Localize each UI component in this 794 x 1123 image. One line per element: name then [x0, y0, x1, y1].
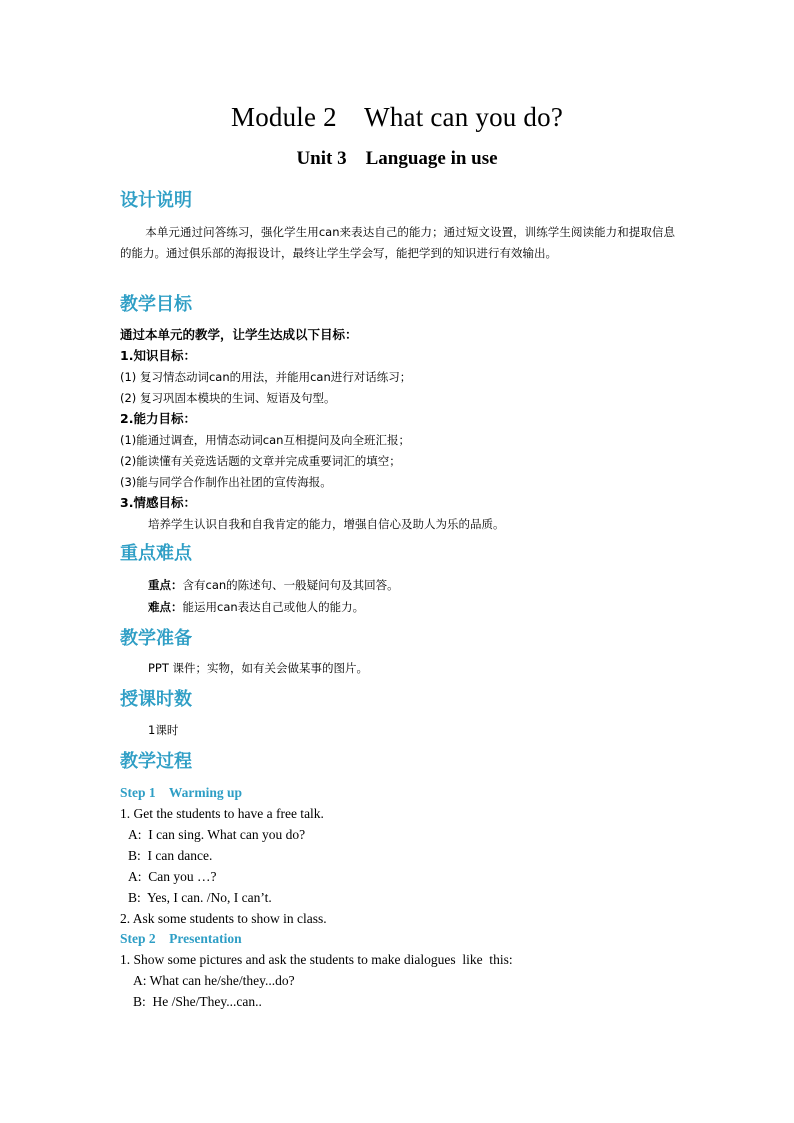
- preparation-text: PPT 课件；实物，如有关会做某事的图片。: [148, 661, 369, 675]
- step1-line: 2. Ask some students to show in class.: [120, 911, 327, 926]
- periods-text: 1课时: [148, 723, 179, 737]
- step1-line: B: I can dance.: [128, 848, 213, 863]
- preparation-heading: 教学准备: [120, 628, 192, 649]
- difficult-point-label: 难点：: [148, 600, 183, 614]
- ability-goal-title: 2.能力目标：: [120, 411, 196, 426]
- ability-goal-item: (2)能读懂有关竞选话题的文章并完成重要词汇的填空；: [120, 454, 401, 468]
- key-point-line: [148, 575, 399, 595]
- knowledge-goal-item: (2) 复习巩固本模块的生词、短语及句型。: [120, 391, 336, 405]
- step1-title: Step 1 Warming up: [120, 785, 243, 800]
- step2-line: 1. Show some pictures and ask the students to make dialogues like this:: [120, 952, 513, 967]
- knowledge-goal-title: 1.知识目标：: [120, 348, 196, 363]
- step1-line: B: Yes, I can. /No, I can’t.: [128, 890, 272, 905]
- step1-line: 1. Get the students to have a free talk.: [120, 806, 324, 821]
- emotion-goal-title: 3.情感目标：: [120, 495, 196, 510]
- design-paragraph: 本单元通过问答练习，强化学生用can来表达自己的能力；通过短文设置，训练学生阅读能力和提取信息的能力。通过俱乐部的海报设计，最终让学生学会写，能把学到的知识进行有效输出。: [120, 225, 675, 260]
- step1-line: A: Can you …?: [128, 869, 217, 884]
- ability-goal-item: (1)能通过调查，用情态动词can互相提问及向全班汇报；: [120, 433, 410, 447]
- process-heading: 教学过程: [120, 751, 192, 772]
- difficult-point-text: 能运用can表达自己或他人的能力。: [182, 600, 365, 614]
- design-heading: 设计说明: [120, 190, 192, 211]
- difficult-point-line: [148, 597, 364, 617]
- step2-line: B: He /She/They...can..: [133, 994, 262, 1009]
- knowledge-goal-item: (1) 复习情态动词can的用法，并能用can进行对话练习；: [120, 370, 412, 384]
- unit-subtitle: Unit 3 Language in use: [296, 148, 498, 169]
- periods-heading: 授课时数: [120, 689, 192, 710]
- module-title: Module 2 What can you do?: [230, 102, 564, 132]
- ability-goal-item: (3)能与同学合作制作出社团的宣传海报。: [120, 475, 332, 489]
- step2-title: Step 2 Presentation: [120, 931, 242, 946]
- goals-heading: 教学目标: [120, 294, 192, 315]
- emotion-goal-text: 培养学生认识自我和自我肯定的能力，增强自信心及助人为乐的品质。: [148, 517, 505, 531]
- step1-line: A: I can sing. What can you do?: [128, 827, 306, 842]
- goals-intro: 通过本单元的教学，让学生达成以下目标：: [120, 327, 358, 342]
- step2-line: A: What can he/she/they...do?: [133, 973, 295, 988]
- key-point-label: 重点：: [148, 578, 183, 592]
- key-point-text: 含有can的陈述句、一般疑问句及其回答。: [182, 578, 399, 592]
- key-points-heading: 重点难点: [120, 543, 192, 564]
